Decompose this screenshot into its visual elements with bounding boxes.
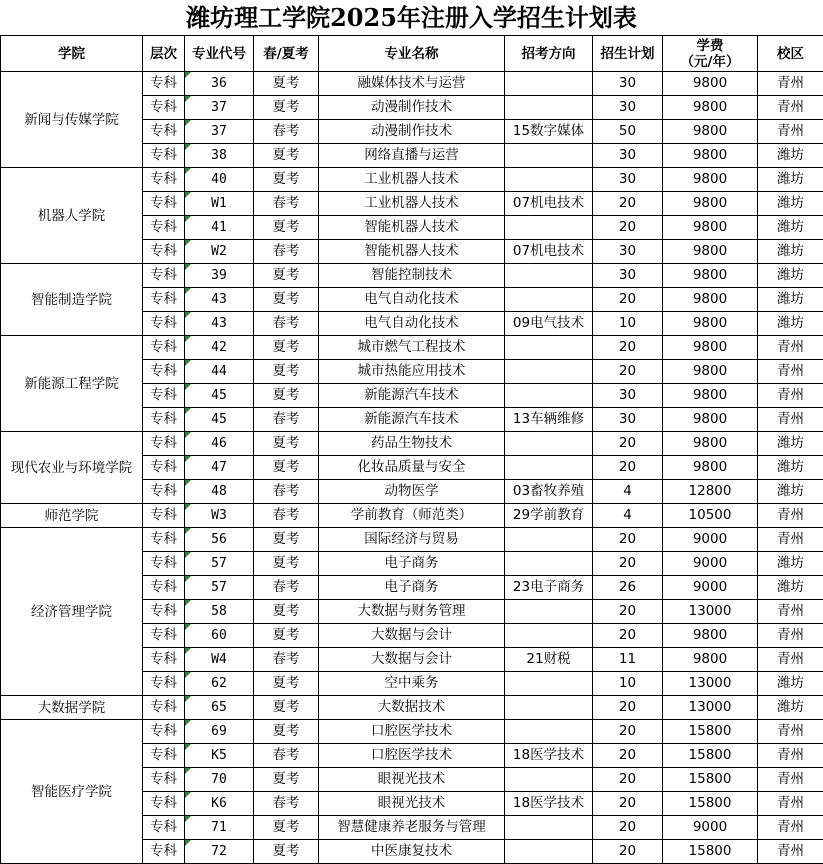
major-cell: 电气自动化技术	[319, 288, 505, 312]
campus-cell: 青州	[758, 816, 823, 840]
fee-cell: 15800	[663, 720, 758, 744]
major-cell: 城市燃气工程技术	[319, 336, 505, 360]
season-cell: 夏考	[254, 264, 319, 288]
season-cell: 春考	[254, 312, 319, 336]
campus-cell: 潍坊	[758, 480, 823, 504]
table-row	[1, 336, 823, 360]
direction-cell: 23电子商务	[505, 576, 593, 600]
header-campus: 校区	[758, 36, 823, 72]
code-cell: 42	[185, 336, 254, 360]
direction-cell: 15数字媒体	[505, 120, 593, 144]
level-cell: 专科	[143, 432, 185, 456]
level-cell: 专科	[143, 480, 185, 504]
direction-cell	[505, 144, 593, 168]
table-row	[1, 504, 823, 528]
table-row	[1, 168, 823, 192]
code-cell: 40	[185, 168, 254, 192]
major-cell: 空中乘务	[319, 672, 505, 696]
plan-cell: 20	[593, 600, 663, 624]
level-cell: 专科	[143, 240, 185, 264]
season-cell: 夏考	[254, 768, 319, 792]
campus-cell: 青州	[758, 768, 823, 792]
major-cell: 网络直播与运营	[319, 144, 505, 168]
campus-cell: 青州	[758, 624, 823, 648]
direction-cell	[505, 288, 593, 312]
fee-cell: 9800	[663, 408, 758, 432]
major-cell: 药品生物技术	[319, 432, 505, 456]
level-cell: 专科	[143, 624, 185, 648]
major-cell: 融媒体技术与运营	[319, 72, 505, 96]
college-cell: 新闻与传媒学院	[1, 72, 143, 168]
level-cell: 专科	[143, 792, 185, 816]
code-cell: 47	[185, 456, 254, 480]
fee-cell: 15800	[663, 744, 758, 768]
direction-cell	[505, 72, 593, 96]
direction-cell: 07机电技术	[505, 192, 593, 216]
season-cell: 夏考	[254, 168, 319, 192]
plan-cell: 20	[593, 792, 663, 816]
direction-cell	[505, 216, 593, 240]
plan-cell: 20	[593, 768, 663, 792]
plan-cell: 4	[593, 480, 663, 504]
level-cell: 专科	[143, 672, 185, 696]
campus-cell: 潍坊	[758, 552, 823, 576]
campus-cell: 青州	[758, 528, 823, 552]
direction-cell: 09电气技术	[505, 312, 593, 336]
major-cell: 大数据与会计	[319, 624, 505, 648]
code-cell: 57	[185, 576, 254, 600]
level-cell: 专科	[143, 744, 185, 768]
season-cell: 春考	[254, 792, 319, 816]
direction-cell	[505, 432, 593, 456]
code-cell: 48	[185, 480, 254, 504]
level-cell: 专科	[143, 840, 185, 864]
direction-cell	[505, 600, 593, 624]
level-cell: 专科	[143, 504, 185, 528]
plan-cell: 4	[593, 504, 663, 528]
plan-cell: 20	[593, 360, 663, 384]
code-cell: 58	[185, 600, 254, 624]
code-cell: 43	[185, 288, 254, 312]
major-cell: 眼视光技术	[319, 792, 505, 816]
major-cell: 动漫制作技术	[319, 120, 505, 144]
plan-cell: 20	[593, 816, 663, 840]
enrollment-table	[0, 35, 823, 864]
direction-cell	[505, 168, 593, 192]
table-row	[1, 432, 823, 456]
fee-cell: 9800	[663, 144, 758, 168]
major-cell: 电子商务	[319, 552, 505, 576]
direction-cell	[505, 96, 593, 120]
level-cell: 专科	[143, 312, 185, 336]
code-cell: 65	[185, 696, 254, 720]
direction-cell	[505, 720, 593, 744]
fee-cell: 9000	[663, 816, 758, 840]
fee-cell: 9800	[663, 192, 758, 216]
header-plan: 招生计划	[593, 36, 663, 72]
table-body	[1, 72, 823, 864]
header-row	[1, 36, 823, 72]
campus-cell: 潍坊	[758, 288, 823, 312]
plan-cell: 20	[593, 840, 663, 864]
fee-cell: 9800	[663, 624, 758, 648]
campus-cell: 潍坊	[758, 264, 823, 288]
direction-cell: 21财税	[505, 648, 593, 672]
code-cell: K5	[185, 744, 254, 768]
college-cell: 师范学院	[1, 504, 143, 528]
table-row	[1, 264, 823, 288]
level-cell: 专科	[143, 216, 185, 240]
major-cell: 工业机器人技术	[319, 168, 505, 192]
direction-cell	[505, 264, 593, 288]
code-cell: 57	[185, 552, 254, 576]
direction-cell	[505, 384, 593, 408]
level-cell: 专科	[143, 720, 185, 744]
level-cell: 专科	[143, 168, 185, 192]
code-cell: 44	[185, 360, 254, 384]
season-cell: 春考	[254, 480, 319, 504]
code-cell: 71	[185, 816, 254, 840]
code-cell: 36	[185, 72, 254, 96]
college-cell: 大数据学院	[1, 696, 143, 720]
direction-cell	[505, 840, 593, 864]
fee-cell: 15800	[663, 768, 758, 792]
season-cell: 春考	[254, 744, 319, 768]
code-cell: 38	[185, 144, 254, 168]
major-cell: 智能机器人技术	[319, 240, 505, 264]
major-cell: 眼视光技术	[319, 768, 505, 792]
fee-cell: 9800	[663, 168, 758, 192]
fee-cell: 9800	[663, 312, 758, 336]
season-cell: 春考	[254, 240, 319, 264]
major-cell: 口腔医学技术	[319, 720, 505, 744]
campus-cell: 青州	[758, 120, 823, 144]
fee-cell: 9800	[663, 384, 758, 408]
level-cell: 专科	[143, 384, 185, 408]
code-cell: 37	[185, 120, 254, 144]
campus-cell: 潍坊	[758, 168, 823, 192]
plan-cell: 20	[593, 720, 663, 744]
college-cell: 现代农业与环境学院	[1, 432, 143, 504]
campus-cell: 潍坊	[758, 576, 823, 600]
direction-cell	[505, 672, 593, 696]
major-cell: 中医康复技术	[319, 840, 505, 864]
season-cell: 夏考	[254, 384, 319, 408]
code-cell: 70	[185, 768, 254, 792]
campus-cell: 青州	[758, 648, 823, 672]
college-cell: 智能制造学院	[1, 264, 143, 336]
season-cell: 春考	[254, 408, 319, 432]
campus-cell: 潍坊	[758, 696, 823, 720]
table-row	[1, 696, 823, 720]
season-cell: 夏考	[254, 600, 319, 624]
fee-cell: 9800	[663, 216, 758, 240]
plan-cell: 30	[593, 144, 663, 168]
plan-cell: 30	[593, 264, 663, 288]
level-cell: 专科	[143, 816, 185, 840]
plan-cell: 20	[593, 456, 663, 480]
level-cell: 专科	[143, 336, 185, 360]
direction-cell: 18医学技术	[505, 744, 593, 768]
major-cell: 化妆品质量与安全	[319, 456, 505, 480]
plan-cell: 11	[593, 648, 663, 672]
season-cell: 夏考	[254, 840, 319, 864]
fee-cell: 15800	[663, 792, 758, 816]
plan-cell: 20	[593, 432, 663, 456]
campus-cell: 潍坊	[758, 672, 823, 696]
major-cell: 国际经济与贸易	[319, 528, 505, 552]
code-cell: 41	[185, 216, 254, 240]
season-cell: 夏考	[254, 144, 319, 168]
fee-cell: 9800	[663, 432, 758, 456]
season-cell: 夏考	[254, 72, 319, 96]
major-cell: 动漫制作技术	[319, 96, 505, 120]
campus-cell: 青州	[758, 384, 823, 408]
direction-cell	[505, 816, 593, 840]
college-cell: 智能医疗学院	[1, 720, 143, 864]
direction-cell: 03畜牧养殖	[505, 480, 593, 504]
direction-cell	[505, 360, 593, 384]
direction-cell: 29学前教育	[505, 504, 593, 528]
code-cell: W2	[185, 240, 254, 264]
fee-cell: 9000	[663, 552, 758, 576]
season-cell: 夏考	[254, 816, 319, 840]
level-cell: 专科	[143, 192, 185, 216]
season-cell: 夏考	[254, 720, 319, 744]
plan-cell: 30	[593, 72, 663, 96]
code-cell: 39	[185, 264, 254, 288]
code-cell: 37	[185, 96, 254, 120]
page-title: 潍坊理工学院2025年注册入学招生计划表	[0, 0, 823, 35]
header-code: 专业代号	[185, 36, 254, 72]
campus-cell: 潍坊	[758, 216, 823, 240]
direction-cell	[505, 552, 593, 576]
campus-cell: 青州	[758, 504, 823, 528]
campus-cell: 潍坊	[758, 456, 823, 480]
season-cell: 夏考	[254, 528, 319, 552]
fee-cell: 9800	[663, 360, 758, 384]
season-cell: 春考	[254, 648, 319, 672]
table-row	[1, 720, 823, 744]
header-level: 层次	[143, 36, 185, 72]
season-cell: 春考	[254, 192, 319, 216]
table-row	[1, 528, 823, 552]
plan-cell: 30	[593, 408, 663, 432]
campus-cell: 青州	[758, 600, 823, 624]
plan-cell: 20	[593, 528, 663, 552]
campus-cell: 潍坊	[758, 432, 823, 456]
plan-cell: 20	[593, 624, 663, 648]
direction-cell	[505, 696, 593, 720]
level-cell: 专科	[143, 456, 185, 480]
level-cell: 专科	[143, 648, 185, 672]
direction-cell	[505, 336, 593, 360]
campus-cell: 青州	[758, 72, 823, 96]
level-cell: 专科	[143, 528, 185, 552]
major-cell: 口腔医学技术	[319, 744, 505, 768]
fee-cell: 9800	[663, 240, 758, 264]
plan-cell: 30	[593, 384, 663, 408]
plan-cell: 30	[593, 168, 663, 192]
major-cell: 智能控制技术	[319, 264, 505, 288]
header-direction: 招考方向	[505, 36, 593, 72]
direction-cell: 13车辆维修	[505, 408, 593, 432]
major-cell: 城市热能应用技术	[319, 360, 505, 384]
fee-cell: 13000	[663, 696, 758, 720]
level-cell: 专科	[143, 288, 185, 312]
major-cell: 大数据与会计	[319, 648, 505, 672]
direction-cell	[505, 528, 593, 552]
campus-cell: 潍坊	[758, 144, 823, 168]
code-cell: 56	[185, 528, 254, 552]
major-cell: 大数据与财务管理	[319, 600, 505, 624]
college-cell: 经济管理学院	[1, 528, 143, 696]
season-cell: 夏考	[254, 96, 319, 120]
header-fee-line2: （元/年）	[663, 54, 757, 70]
direction-cell: 07机电技术	[505, 240, 593, 264]
fee-cell: 9800	[663, 288, 758, 312]
season-cell: 夏考	[254, 432, 319, 456]
level-cell: 专科	[143, 576, 185, 600]
level-cell: 专科	[143, 120, 185, 144]
code-cell: K6	[185, 792, 254, 816]
season-cell: 夏考	[254, 336, 319, 360]
code-cell: 62	[185, 672, 254, 696]
major-cell: 动物医学	[319, 480, 505, 504]
season-cell: 夏考	[254, 288, 319, 312]
campus-cell: 青州	[758, 408, 823, 432]
major-cell: 新能源汽车技术	[319, 384, 505, 408]
season-cell: 夏考	[254, 456, 319, 480]
direction-cell	[505, 768, 593, 792]
season-cell: 春考	[254, 120, 319, 144]
fee-cell: 13000	[663, 600, 758, 624]
major-cell: 智能机器人技术	[319, 216, 505, 240]
campus-cell: 潍坊	[758, 240, 823, 264]
code-cell: W4	[185, 648, 254, 672]
fee-cell: 15800	[663, 840, 758, 864]
season-cell: 夏考	[254, 216, 319, 240]
fee-cell: 9800	[663, 120, 758, 144]
campus-cell: 青州	[758, 792, 823, 816]
campus-cell: 青州	[758, 744, 823, 768]
season-cell: 春考	[254, 504, 319, 528]
major-cell: 学前教育（师范类）	[319, 504, 505, 528]
campus-cell: 青州	[758, 336, 823, 360]
season-cell: 夏考	[254, 696, 319, 720]
plan-cell: 26	[593, 576, 663, 600]
major-cell: 电子商务	[319, 576, 505, 600]
direction-cell	[505, 624, 593, 648]
campus-cell: 潍坊	[758, 192, 823, 216]
fee-cell: 13000	[663, 672, 758, 696]
season-cell: 夏考	[254, 552, 319, 576]
code-cell: 45	[185, 408, 254, 432]
level-cell: 专科	[143, 264, 185, 288]
fee-cell: 9800	[663, 96, 758, 120]
plan-cell: 10	[593, 672, 663, 696]
campus-cell: 青州	[758, 840, 823, 864]
major-cell: 新能源汽车技术	[319, 408, 505, 432]
season-cell: 夏考	[254, 672, 319, 696]
plan-cell: 20	[593, 192, 663, 216]
code-cell: 45	[185, 384, 254, 408]
direction-cell	[505, 456, 593, 480]
level-cell: 专科	[143, 144, 185, 168]
fee-cell: 9800	[663, 456, 758, 480]
plan-cell: 20	[593, 288, 663, 312]
campus-cell: 青州	[758, 360, 823, 384]
plan-cell: 50	[593, 120, 663, 144]
code-cell: W1	[185, 192, 254, 216]
plan-cell: 20	[593, 744, 663, 768]
direction-cell: 18医学技术	[505, 792, 593, 816]
major-cell: 智慧健康养老服务与管理	[319, 816, 505, 840]
campus-cell: 潍坊	[758, 312, 823, 336]
level-cell: 专科	[143, 696, 185, 720]
header-fee-line1: 学费	[663, 38, 757, 54]
plan-cell: 10	[593, 312, 663, 336]
plan-cell: 20	[593, 336, 663, 360]
fee-cell: 12800	[663, 480, 758, 504]
header-fee	[663, 36, 758, 72]
header-college: 学院	[1, 36, 143, 72]
level-cell: 专科	[143, 552, 185, 576]
code-cell: 46	[185, 432, 254, 456]
plan-cell: 20	[593, 552, 663, 576]
level-cell: 专科	[143, 360, 185, 384]
code-cell: 60	[185, 624, 254, 648]
major-cell: 工业机器人技术	[319, 192, 505, 216]
fee-cell: 9800	[663, 336, 758, 360]
header-season: 春/夏考	[254, 36, 319, 72]
plan-cell: 30	[593, 240, 663, 264]
level-cell: 专科	[143, 72, 185, 96]
season-cell: 夏考	[254, 624, 319, 648]
fee-cell: 9800	[663, 648, 758, 672]
table-row	[1, 72, 823, 96]
major-cell: 电气自动化技术	[319, 312, 505, 336]
major-cell: 大数据技术	[319, 696, 505, 720]
campus-cell: 青州	[758, 720, 823, 744]
level-cell: 专科	[143, 96, 185, 120]
fee-cell: 9000	[663, 528, 758, 552]
plan-cell: 20	[593, 696, 663, 720]
code-cell: 43	[185, 312, 254, 336]
season-cell: 夏考	[254, 360, 319, 384]
level-cell: 专科	[143, 768, 185, 792]
college-cell: 机器人学院	[1, 168, 143, 264]
level-cell: 专科	[143, 600, 185, 624]
header-major: 专业名称	[319, 36, 505, 72]
fee-cell: 9800	[663, 264, 758, 288]
code-cell: W3	[185, 504, 254, 528]
fee-cell: 9800	[663, 72, 758, 96]
code-cell: 69	[185, 720, 254, 744]
level-cell: 专科	[143, 408, 185, 432]
season-cell: 春考	[254, 576, 319, 600]
code-cell: 72	[185, 840, 254, 864]
plan-cell: 30	[593, 96, 663, 120]
plan-cell: 20	[593, 216, 663, 240]
fee-cell: 10500	[663, 504, 758, 528]
fee-cell: 9000	[663, 576, 758, 600]
campus-cell: 青州	[758, 96, 823, 120]
college-cell: 新能源工程学院	[1, 336, 143, 432]
